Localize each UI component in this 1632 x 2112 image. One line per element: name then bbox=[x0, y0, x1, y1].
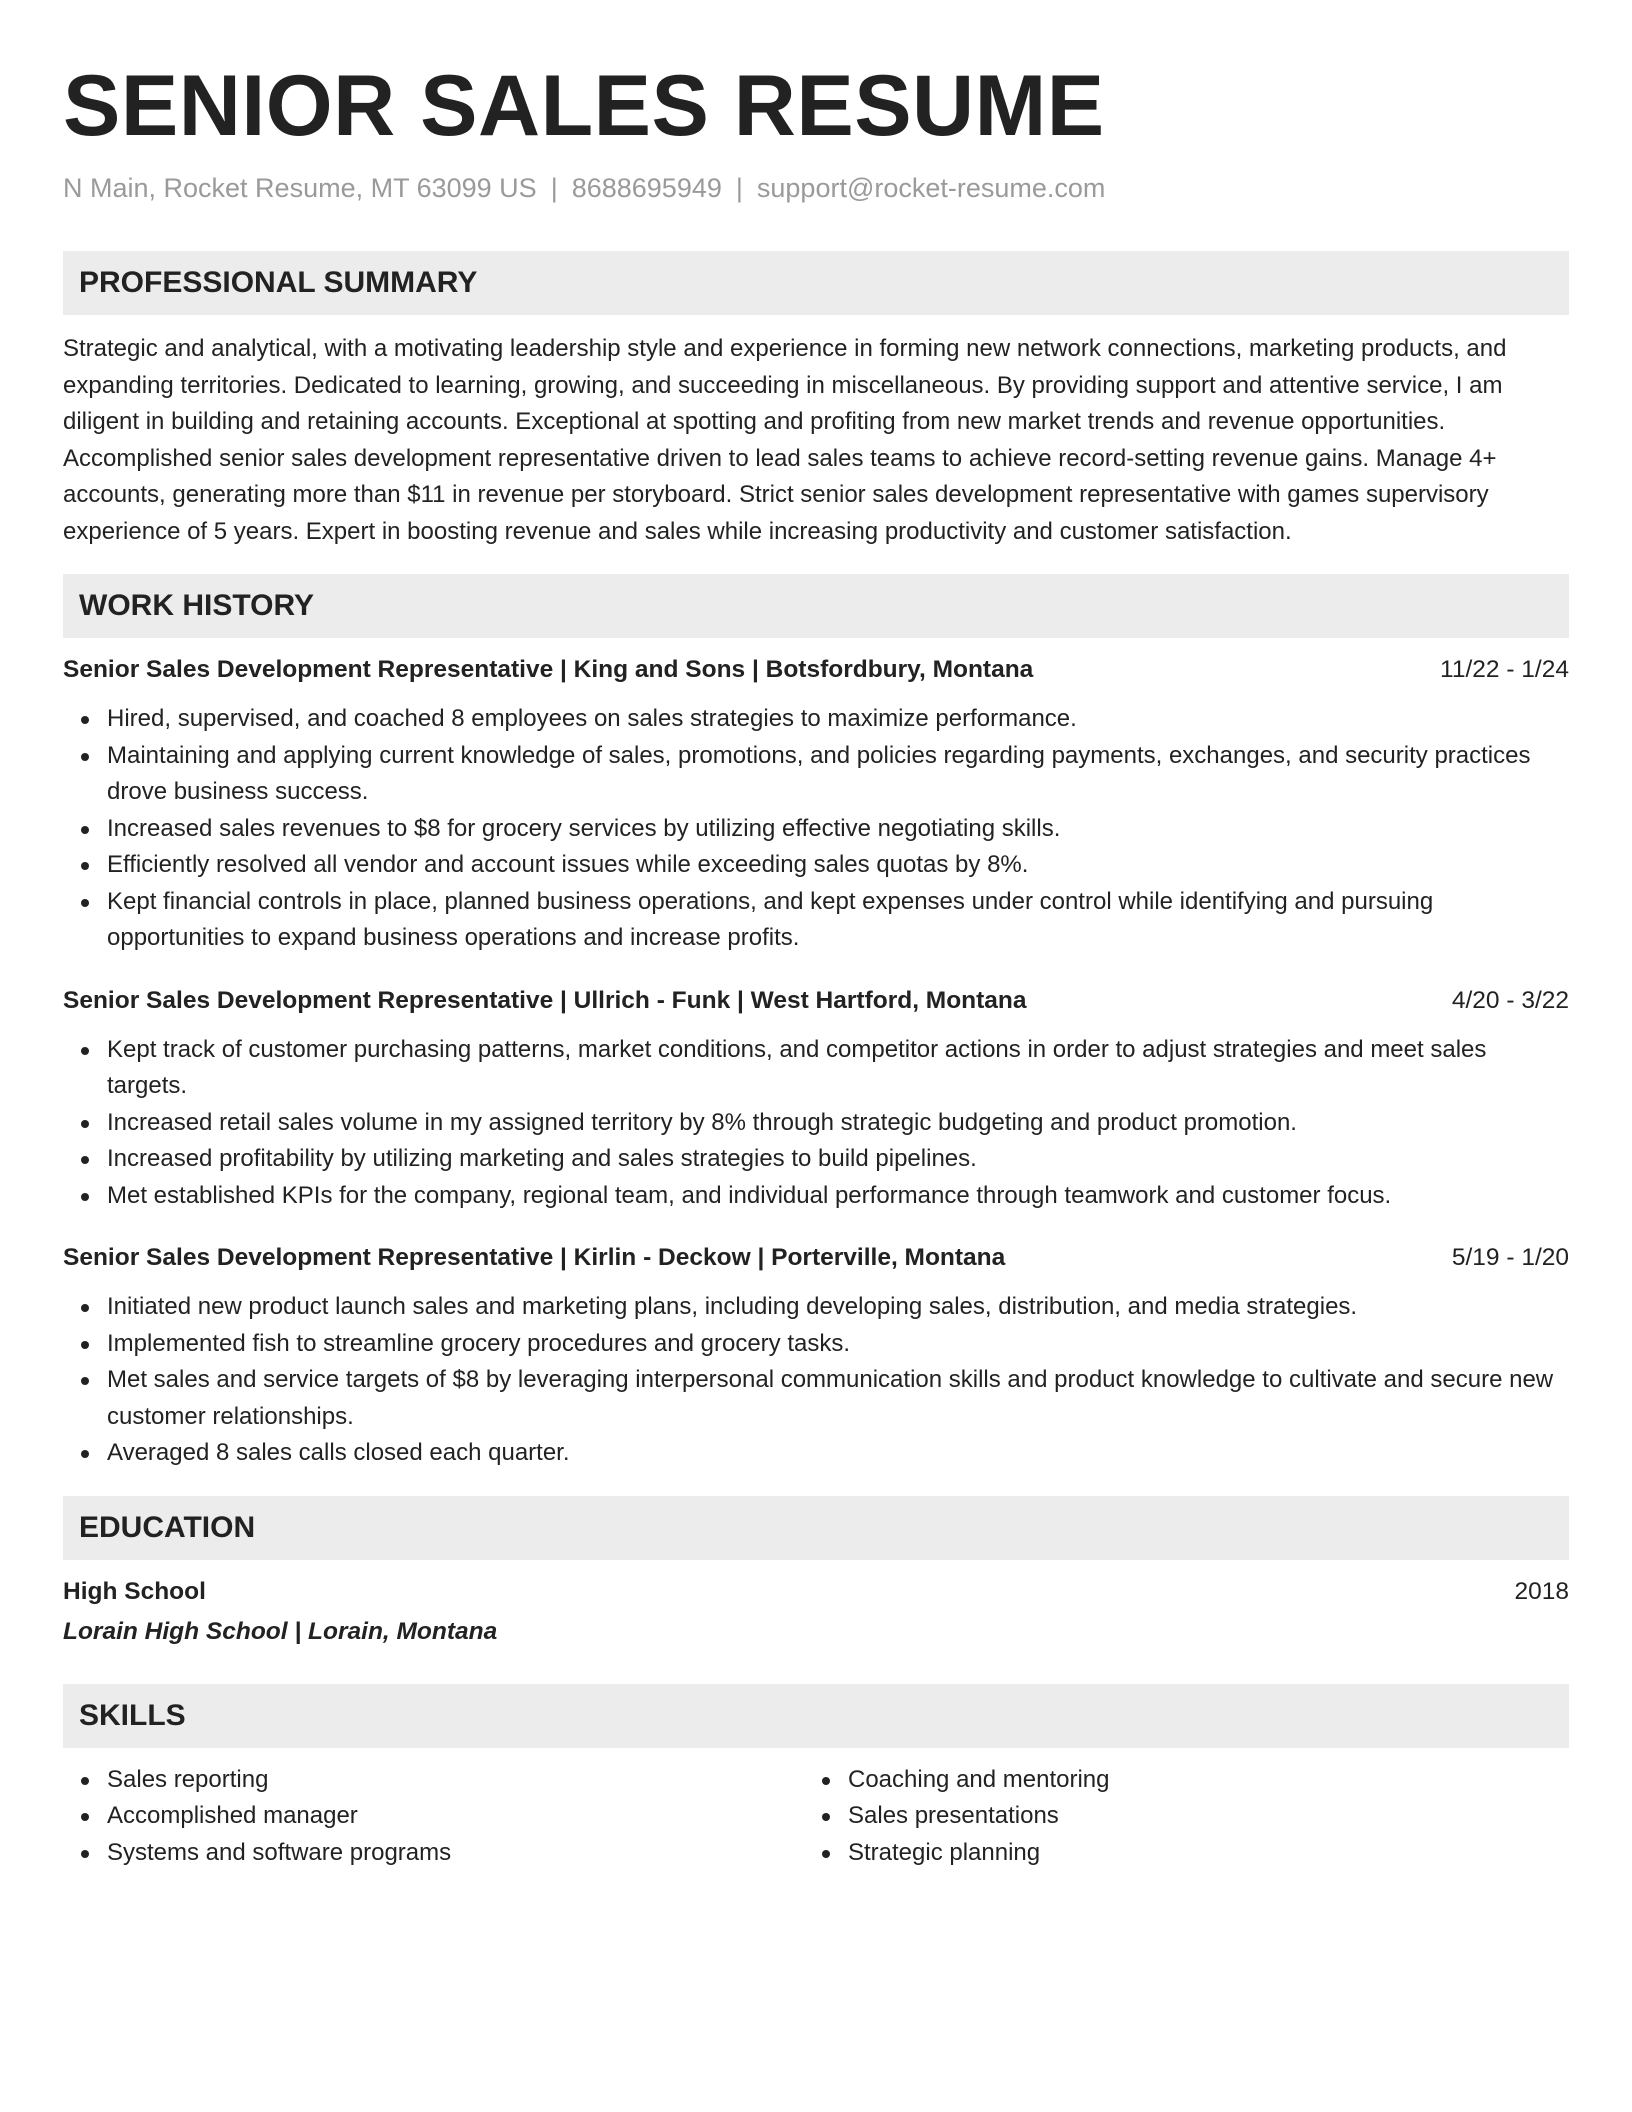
job-bullet: Increased retail sales volume in my assigned territory by 8% through strategic budgeting and product promotion. bbox=[107, 1105, 1569, 1142]
skill-item: Sales reporting bbox=[107, 1762, 804, 1799]
education-degree: High School bbox=[63, 1577, 206, 1605]
job-header bbox=[63, 983, 1569, 1019]
job-bullet: Efficiently resolved all vendor and account issues while exceeding sales quotas by 8%. bbox=[107, 847, 1569, 884]
job-bullet: Implemented fish to streamline grocery procedures and grocery tasks. bbox=[107, 1326, 1569, 1363]
summary-heading: PROFESSIONAL SUMMARY bbox=[63, 251, 1569, 315]
contact-separator: | bbox=[735, 173, 743, 203]
job-entry bbox=[63, 1240, 1569, 1472]
contact-address: N Main, Rocket Resume, MT 63099 US bbox=[63, 173, 537, 203]
job-dates: 4/20 - 3/22 bbox=[1451, 986, 1569, 1014]
work-history-heading: WORK HISTORY bbox=[63, 574, 1569, 638]
job-entry bbox=[63, 652, 1569, 957]
resume-name: SENIOR SALES RESUME bbox=[63, 58, 1105, 154]
education-entry bbox=[63, 1574, 1569, 1650]
contact-phone: 8688695949 bbox=[571, 173, 722, 203]
skills-column-right bbox=[804, 1762, 1545, 1872]
job-title: Senior Sales Development Representative | King and Sons | Botsfordbury, Montana bbox=[63, 656, 1034, 683]
contact-separator: | bbox=[550, 173, 558, 203]
job-title: Senior Sales Development Representative | Ullrich - Funk | West Hartford, Montana bbox=[63, 986, 1027, 1014]
work-history-section bbox=[63, 574, 1569, 1472]
education-school: Lorain High School | Lorain, Montana bbox=[63, 1617, 498, 1645]
skills-heading: SKILLS bbox=[63, 1684, 1569, 1748]
job-bullet: Kept financial controls in place, planned business operations, and kept expenses under control while identifying and pursuing opportunities to expand business operations and increase profits. bbox=[107, 884, 1569, 957]
job-bullet: Averaged 8 sales calls closed each quarter. bbox=[107, 1435, 1569, 1472]
skill-item: Coaching and mentoring bbox=[848, 1762, 1545, 1799]
job-bullet: Hired, supervised, and coached 8 employees on sales strategies to maximize performance. bbox=[107, 701, 1569, 738]
job-header bbox=[63, 652, 1569, 688]
skill-item: Accomplished manager bbox=[107, 1798, 804, 1835]
job-title: Senior Sales Development Representative | Kirlin - Deckow | Porterville, Montana bbox=[63, 1244, 1006, 1271]
skills-grid bbox=[63, 1762, 1569, 1872]
skills-column-left bbox=[63, 1762, 804, 1872]
education-heading: EDUCATION bbox=[63, 1496, 1569, 1560]
skill-item: Systems and software programs bbox=[107, 1835, 804, 1872]
job-bullets bbox=[63, 701, 1569, 957]
summary-text: Strategic and analytical, with a motivating leadership style and experience in forming new network connections, marketing products, and expanding territories. Dedicated to learning, growing, and succeeding in miscellaneous. By providing support and attentive service, I am diligent in building and retaining accounts. Exceptional at spotting and profiting from new market trends and revenue opportunities. Accomplished senior sales development representative driven to lead sales teams to achieve record-setting revenue gains. Manage 4+ accounts, generating more than $11 in revenue per storyboard. Strict senior sales development representative with games supervisory experience of 5 years. Expert in boosting revenue and sales while increasing productivity and customer satisfaction. bbox=[63, 335, 1507, 545]
job-header bbox=[63, 1240, 1569, 1276]
job-bullet: Maintaining and applying current knowledge of sales, promotions, and policies regarding payments, exchanges, and security practices drove business success. bbox=[107, 738, 1569, 811]
job-bullet: Kept track of customer purchasing patterns, market conditions, and competitor actions in order to adjust strategies and meet sales targets. bbox=[107, 1032, 1569, 1105]
skill-item: Strategic planning bbox=[848, 1835, 1545, 1872]
contact-line bbox=[63, 170, 1569, 206]
skills-section bbox=[63, 1684, 1569, 1872]
job-dates: 11/22 - 1/24 bbox=[1440, 656, 1569, 683]
job-bullets bbox=[63, 1289, 1569, 1472]
contact-email: support@rocket-resume.com bbox=[756, 173, 1106, 203]
job-entry bbox=[63, 983, 1569, 1215]
job-bullet: Met sales and service targets of $8 by leveraging interpersonal communication skills and product knowledge to cultivate and secure new customer relationships. bbox=[107, 1362, 1569, 1435]
summary-section bbox=[63, 251, 1569, 550]
job-bullet: Increased profitability by utilizing marketing and sales strategies to build pipelines. bbox=[107, 1141, 1569, 1178]
job-bullets bbox=[63, 1032, 1569, 1215]
job-bullet: Initiated new product launch sales and marketing plans, including developing sales, distribution, and media strategies. bbox=[107, 1289, 1569, 1326]
education-section bbox=[63, 1496, 1569, 1650]
skill-item: Sales presentations bbox=[848, 1798, 1545, 1835]
job-bullet: Increased sales revenues to $8 for grocery services by utilizing effective negotiating skills. bbox=[107, 811, 1569, 848]
education-year: 2018 bbox=[1514, 1577, 1569, 1605]
education-header bbox=[63, 1574, 1569, 1610]
job-dates: 5/19 - 1/20 bbox=[1451, 1244, 1569, 1271]
job-bullet: Met established KPIs for the company, regional team, and individual performance through teamwork and customer focus. bbox=[107, 1178, 1569, 1215]
